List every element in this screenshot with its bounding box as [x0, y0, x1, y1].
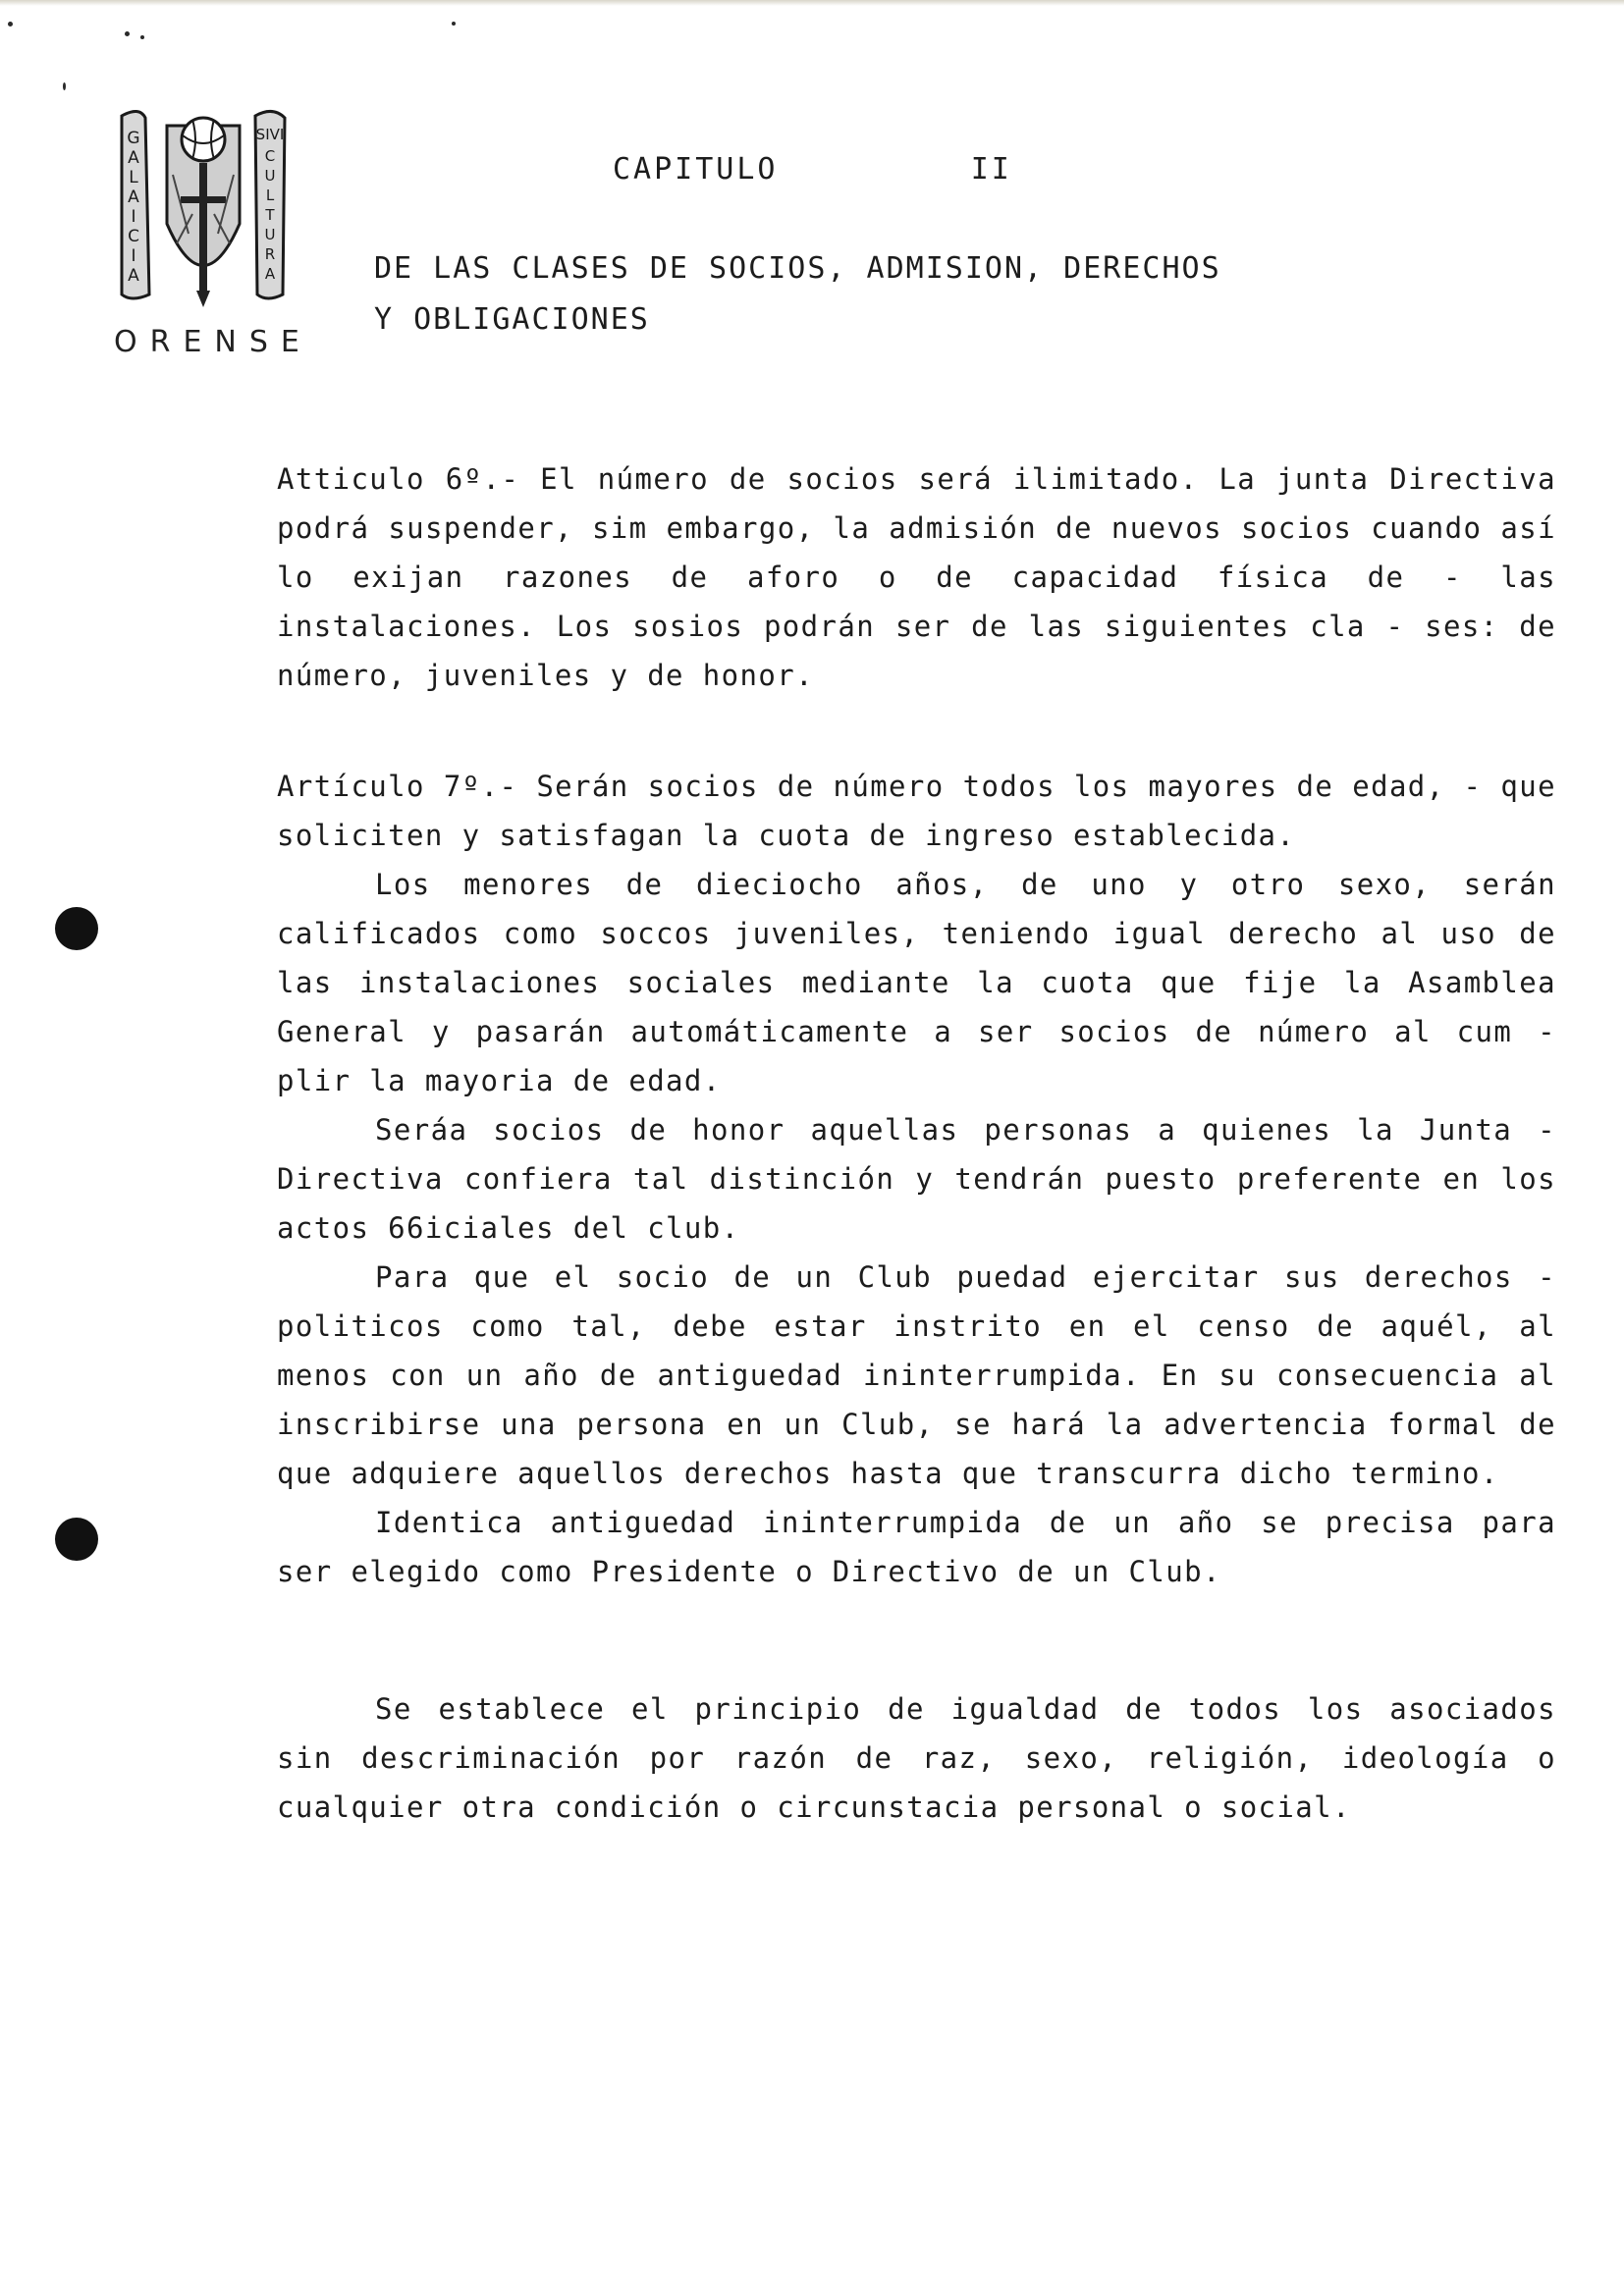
chapter-subtitle-line: Y OBLIGACIONES — [374, 302, 650, 337]
chapter-title: CAPITULO II — [613, 152, 1012, 187]
article-label: Artículo 7º.- — [277, 770, 518, 803]
article-text: El número de socios será ilimitado. La junta Directiva podrá suspender, sim embargo, la admisión de nuevos socios cuando así lo exijan razones de aforo o de capacidad física de - las instalaciones. Los sosios podrán ser de las siguientes cla - ses: de número, juveniles y de honor. — [277, 462, 1556, 692]
article-paragraph: Identica antiguedad ininterrumpida de un año se precisa para ser elegido como Presidente o Directivo de un Club. — [277, 1506, 1556, 1588]
svg-text:SIVICULTURA: SIVI C U L T U R A — [255, 126, 285, 283]
punch-hole — [55, 907, 98, 950]
club-crest-icon — [110, 106, 297, 361]
article-paragraph: Seráa socios de honor aquellas personas a quienes la Junta - Directiva confiera tal distinción y tendrán puesto preferente en los actos 66iciales del club. — [277, 1113, 1556, 1245]
equality-clause — [277, 1684, 1556, 1832]
article-text: Serán socios de número todos los mayores de edad, - que soliciten y satisfagan la cuota de ingreso establecida. — [277, 770, 1556, 852]
scan-speck — [452, 22, 456, 26]
crest-caption: ORENSE — [114, 325, 312, 359]
scan-speck — [125, 31, 130, 36]
article-paragraph: Para que el socio de un Club puedad ejercitar sus derechos - politicos como tal, debe estar instrito en el censo de aquél, al menos con un año de antiguedad ininterrumpida. En su consecuencia al inscribirse una persona en un Club, se hará la advertencia formal de que adquiere aquellos derechos hasta que transcurra dicho termino. — [277, 1260, 1556, 1490]
article-paragraph: Los menores de dieciocho años, de uno y otro sexo, serán calificados como soccos juveniles, teniendo igual derecho al uso de las instalaciones sociales mediante la cuota que fije la Asamblea General y pasarán automáticamente a ser socios de número al cum - plir la mayoria de edad. — [277, 868, 1556, 1097]
svg-text:GALAICIA: G A L A I C I A — [127, 129, 140, 286]
article-7 — [277, 762, 1556, 1596]
article-6 — [277, 454, 1556, 700]
chapter-subtitle — [374, 243, 1356, 346]
punch-hole — [55, 1518, 98, 1561]
page-top-edge — [0, 0, 1624, 6]
scan-speck — [63, 82, 66, 90]
article-paragraph — [277, 762, 1556, 860]
chapter-subtitle-line: DE LAS CLASES DE SOCIOS, ADMISION, DERECHOS — [374, 251, 1221, 286]
article-label: Atticulo 6º.- — [277, 462, 520, 496]
scan-speck — [8, 22, 13, 27]
scan-speck — [140, 35, 144, 39]
article-paragraph — [277, 454, 1556, 700]
article-paragraph: Se establece el principio de igualdad de todos los asociados sin descriminación por razón de raz, sexo, religión, ideología o cualquier otra condición o circunstacia personal o social. — [277, 1692, 1556, 1824]
